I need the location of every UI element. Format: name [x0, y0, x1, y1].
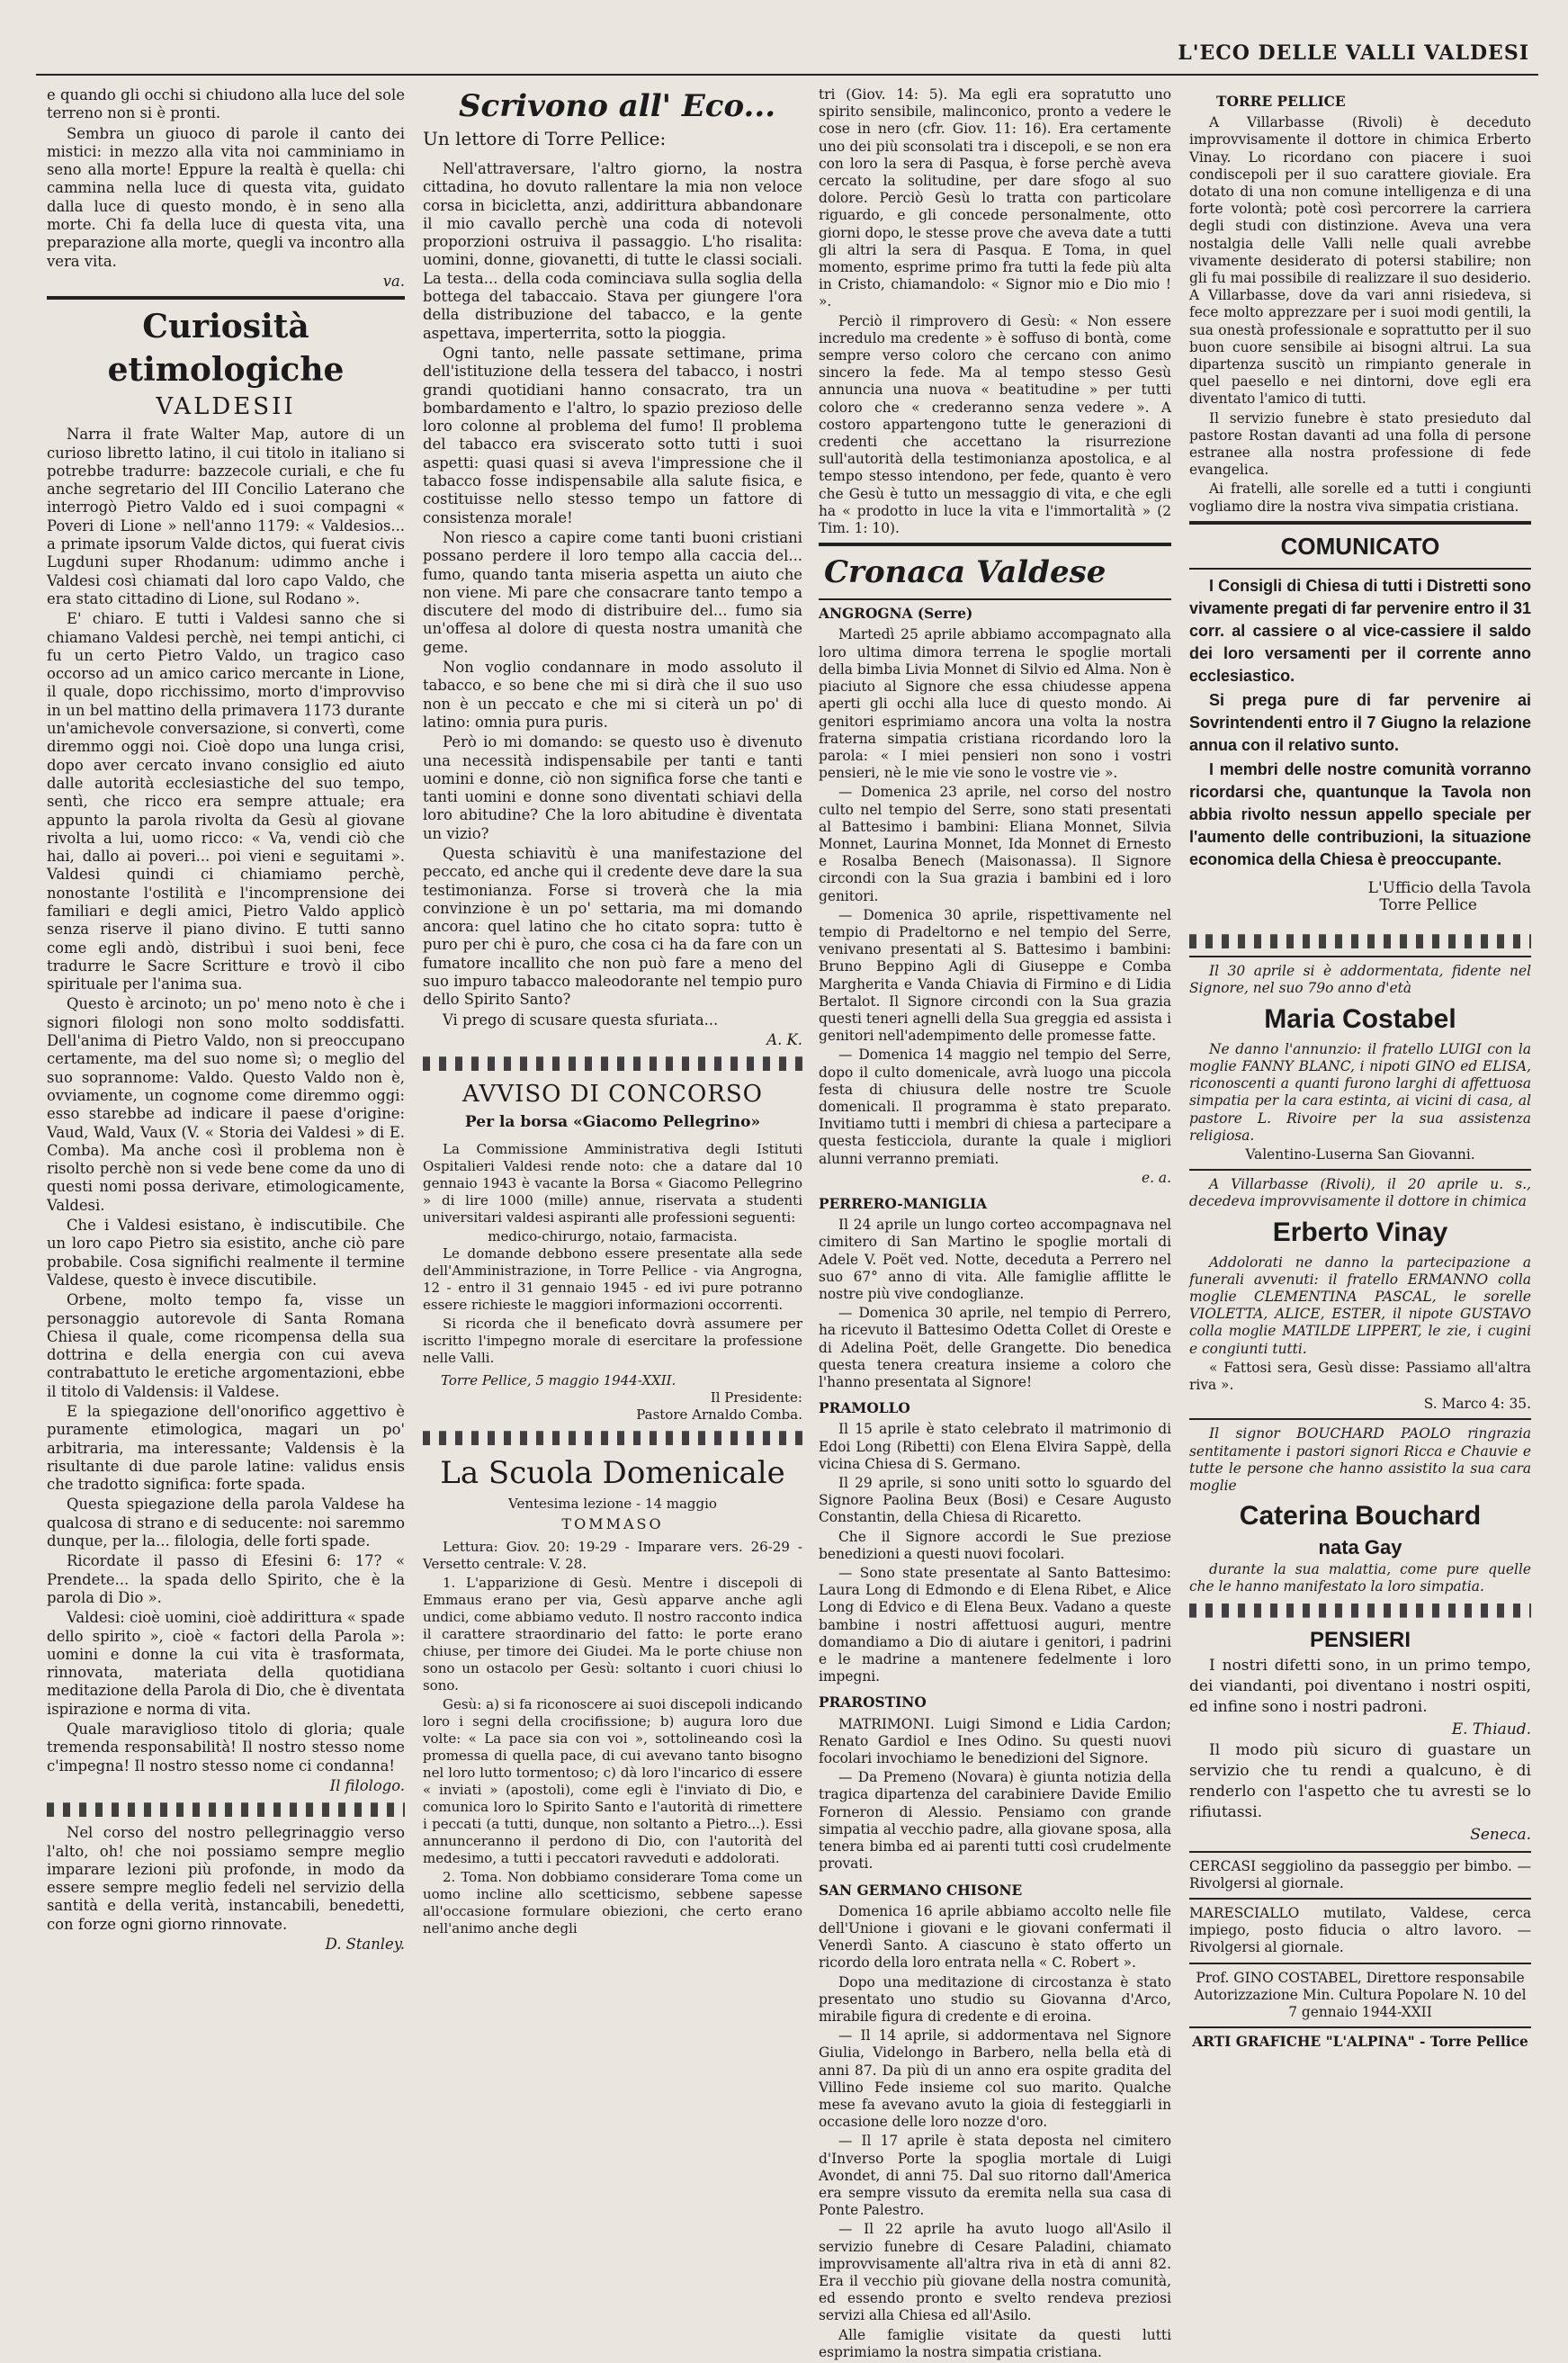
ornament-divider	[47, 1802, 405, 1817]
closing-signature: D. Stanley.	[325, 1936, 405, 1954]
section-para: — Il 22 aprile ha avuto luogo all'Asilo il servizio funebre di Cesare Paladini, chiamato improvvisamente all'altra riva in età di anni 82. Era il vecchio più giovane della nostra comunità, ed essendo pronto e svelto rendeva preziosi servizi alla Chiesa ed all'Asilo.	[819, 2221, 1171, 2324]
bouchard-body: durante la sua malattia, come pure quelle che le hanno manifestato la loro simpatia.	[1189, 1561, 1531, 1595]
letter-para: Non voglio condannare in modo assoluto il tabacco, e so bene che mi si dirà che il suo uso non è un peccato e che mi si citerà un po' di latino: omnia pura puris.	[423, 659, 802, 731]
concorso-subtitle: Per la borsa «Giacomo Pellegrino»	[464, 1113, 761, 1132]
concorso-para: Le domande debbono essere presentate alla sede dell'Amministrazione, in Torre Pellice - via Angrogna, 12 - entro il 31 gennaio 1945 - ed ivi pure potranno essere richieste le maggiori informazioni occorrenti.	[423, 1245, 802, 1314]
divider	[1189, 568, 1531, 570]
section-para: — Domenica 23 aprile, nel corso del nostro culto nel tempio del Serre, sono stati presentati al Battesimo i bambini: Eliana Monnet, Silvia Monnet, Laurina Monnet, Ida Monnet di Ernesto e Rosalba Benech (Maisonassa). Il Signore circondi con la Sua grazia i bambini ed i loro genitori.	[819, 784, 1171, 904]
concorso-body	[423, 1141, 802, 1424]
comunicato-place: Torre Pellice	[1379, 896, 1477, 915]
scuola-name: TOMMASO	[561, 1515, 664, 1533]
divider	[1189, 521, 1531, 525]
article-para: Quale maraviglioso titolo di gloria; quale tremenda responsabilità! Il nostro stesso nome c'impegna! Il nostro stesso nome ci condanna!	[47, 1721, 405, 1774]
bouchard-name: Caterina Bouchard	[1239, 1501, 1482, 1532]
comunicato-para: I membri delle nostre comunità vorranno ricordarsi che, quantunque la Tavola non abbia rivolto nessun appello speciale per l'aumento delle contribuzioni, la situazione economica della Chiesa è preoccupante.	[1189, 759, 1531, 868]
ornament-divider	[423, 1431, 802, 1445]
section-para: Il 24 aprile un lungo corteo accompagnava nel cimitero di San Martino le spoglie mortali di Adele V. Poët ved. Notte, deceduta a Perrero nel suo 67° anno di vita. Alle famiglie afflitte le nostre più vive condoglianze.	[819, 1217, 1171, 1302]
concorso-president: Pastore Arnaldo Comba.	[636, 1406, 802, 1424]
column-2	[423, 86, 802, 1939]
concorso-president-label: Il Presidente:	[710, 1389, 802, 1406]
torre-para: A Villarbasse (Rivoli) è deceduto improvvisamente il dottore in chimica Erberto Vinay. Lo ricordano con piacere i suoi condiscepoli per il suo carattere gioviale. Era dotato di una non comune intelligenza e di una forte volontà; potè così percorrere la carriera degli studi con distinzione. Aveva una vera nostalgia delle Valli nelle quali avrebbe vivamente desiderato di potersi stabilire; non gli fu mai possibile di realizzare il suo desiderio. A Villarbasse, dove da vari anni risiedeva, si fece molto apprezzare per i suoi modi gentili, la sua onestà professionale e soprattutto per il suo buon cuore sensibile ai bisogni altrui. La sua dipartenza suscitò un rimpianto generale in quel paesello e nei dintorni, dove egli era diventato l'amico di tutti.	[1189, 114, 1531, 408]
article-para: E la spiegazione dell'onorifico aggettivo è puramente etimologica, magari un po' arbitraria, ma interessante; Valdensis è la risultante di due parole latine: validus ensis che tradotto significa: forte spada.	[47, 1403, 405, 1494]
closing-para: Nel corso del nostro pellegrinaggio verso l'alto, oh! che noi possiamo sempre meglio imparare lezioni più profonde, in modo da essere sempre meglio fedeli nel servizio della santità e della verità, instancabili, benedetti, con forze ogni giorno rinnovate.	[47, 1824, 405, 1933]
section-place: ANGROGNA (Serre)	[819, 606, 973, 623]
column-1	[47, 86, 405, 1954]
newspaper-header: L'ECO DELLE VALLI VALDESI	[1178, 41, 1529, 65]
pensieri-signature: E. Thiaud.	[1451, 1720, 1531, 1739]
pensieri-signature: Seneca.	[1470, 1825, 1531, 1844]
article-para: Narra il frate Walter Map, autore di un curioso libretto latino, il cui titolo in italiano si potrebbe tradurre: bazzecole curiali, e che fu anche segretario del III Concilio Laterano che interrogò Pietro Valdo ed i suoi compagni « Poveri di Lione » nell'anno 1179: « Valdesios... a primate ipsorum Valde dictos, qui fuerat civis Lugduni super Rhodanum: udimmo anche i Valdesi così chiamati dal loro capo Valdo, che era stato cittadino di Lione, sul Rodano ».	[47, 426, 405, 607]
divider	[1189, 2026, 1531, 2028]
divider	[1189, 1963, 1531, 1964]
section-para: MATRIMONI. Luigi Simond e Lidia Cardon; Renato Gardiol e Ines Odino. Su questi nuovi focolari invochiamo le benedizioni del Signore.	[819, 1715, 1171, 1767]
comunicato-title: COMUNICATO	[1280, 532, 1440, 560]
section-place: SAN GERMANO CHISONE	[819, 1882, 1023, 1899]
section-para: Il 29 aprile, si sono uniti sotto lo sguardo del Signore Paolina Beux (Bosi) e Cesare Augusto Constantin, della Chiesa di Ricaretto.	[819, 1475, 1171, 1526]
letter-signature: A. K.	[766, 1030, 802, 1048]
letters-subtitle: Un lettore di Torre Pellice:	[423, 128, 667, 149]
section-para: — Sono state presentate al Santo Battesimo: Laura Long di Edmondo e di Elena Ribet, e Alice Long di Edvico e di Elena Beux. Vadano a queste bambine i nostri affettuosi auguri, mentre domandiamo a Dio di aiutare i genitori, i padrini e le madrine a mantenere fedelmente i loro impegni.	[819, 1565, 1171, 1685]
concorso-date: Torre Pellice, 5 maggio 1944-XXII.	[441, 1372, 676, 1389]
pensieri-para: Il modo più sicuro di guastare un servizio che tu rendi a qualcuno, è di renderlo con l'aspetto che tu avresti se lo rifiutassi.	[1189, 1740, 1531, 1821]
column-3	[819, 86, 1171, 2363]
scuola-para: Gesù: a) si fa riconoscere ai suoi discepoli indicando loro i segni della crocifissione; b) augura loro due volte: « La pace sia con voi », sottolineando così la promessa di quella pace, di cui avevano tanto bisogno nel loro lutto tormentoso; c) dà loro l'incarico di essere « inviati » (apostoli), come egli è l'inviato di Dio, e comunica loro lo Spirito Santo e l'autorità di rimettere i peccati (a tutti, dunque, non soltanto a Pietro...). Essi annunceranno il perdono di Dio, con l'autorità del medesimo, a tutti i peccatori ravveduti e addolorati.	[423, 1696, 802, 1867]
vinay-quote: « Fattosi sera, Gesù disse: Passiamo all'altra riva ».	[1189, 1359, 1531, 1393]
divider	[1189, 1169, 1531, 1171]
comunicato-signature: L'Ufficio della Tavola	[1367, 878, 1531, 897]
vinay-name: Erberto Vinay	[1272, 1217, 1448, 1247]
scuola-body	[423, 1539, 802, 1937]
section-para: Il 15 aprile è stato celebrato il matrimonio di Edoi Long (Ribetti) con Elena Elvira Sappè, della vicina Chiesa di S. Germano.	[819, 1421, 1171, 1472]
column-4	[1189, 86, 1531, 2051]
letter-para: Vi prego di scusare questa sfuriata...	[443, 1011, 719, 1029]
vinay-intro: A Villarbasse (Rivoli), il 20 aprile u. s., decedeva improvvisamente il dottore in chimica	[1189, 1176, 1531, 1210]
section-para: — Da Premeno (Novara) è giunta notizia della tragica dipartenza del carabiniere Davide Emilio Forneron di Alessio. Pensiamo con grande simpatia al vecchio padre, alla giovane sposa, alla tenera bimba ed ai parenti tutti così crudelmente provati.	[819, 1769, 1171, 1873]
scuola-continued-para: Perciò il rimprovero di Gesù: « Non essere incredulo ma credente » è soffuso di bontà, come sempre verso coloro che cercano con animo sincero la fede. Ma al tempo stesso Gesù annuncia una nuova « beatitudine » per tutti coloro che « crederanno senza vedere ». A costoro appartengono tutte le generazioni di credenti che accettano la risurrezione sull'autorità della testimonianza apostolica, e al tempo stesso intendono, per fede, quanto è vero che Gesù è tutto un messaggio di vita, e che egli ha « prodotto in luce la vita e l'immortalità » (2 Tim. 1: 10).	[819, 312, 1171, 537]
section-para: — Il 17 aprile è stata deposta nel cimitero d'Inverso Porte la spoglia mortale di Luigi Avondet, di anni 75. Dal suo ritorno dall'America era sempre vissuto da eremita nella sua casa di Ponte Palestro.	[819, 2133, 1171, 2219]
cronaca-section	[819, 1882, 1171, 2361]
divider	[819, 543, 1171, 546]
article-para: Valdesi: cioè uomini, cioè addirittura « spade dello spirito », cioè « factori della Parola »: uomini e donne la cui vita è trasformata, rinnovata, materiata della quotidiana meditazione della Parola di Dio, che è diventata ispirazione e norma di vita.	[47, 1609, 405, 1718]
intro-para: Sembra un giuoco di parole il canto dei mistici: in mezzo alla vita noi camminiamo in seno alla morte! Eppure la realtà è quella: chi cammina nella luce di questa vita, guidato dalla luce di questo mondo, è in seno alla morte. Chi fa della luce di questa vita, una preparazione alla morte, quegli va incontro alla vera vita.	[47, 124, 405, 270]
section-signature: e. a.	[1142, 1169, 1171, 1186]
costabel-name: Maria Costabel	[1264, 1003, 1456, 1034]
torre-para: Ai fratelli, alle sorelle ed a tutti i congiunti vogliamo dire la nostra viva simpatia cristiana.	[1189, 481, 1531, 515]
section-para: — Domenica 30 aprile, nel tempio di Perrero, ha ricevuto il Battesimo Odetta Collet di Oreste e di Adelina Poët, delle Grangette. Dio benedica questa tenera creatura insieme a coloro che l'hanno presentata al Signore!	[819, 1305, 1171, 1391]
comunicato-body	[1189, 575, 1531, 871]
pensieri-title: PENSIERI	[1309, 1627, 1411, 1652]
cronaca-title: Cronaca Valdese	[824, 554, 1107, 591]
concorso-title: AVVISO DI CONCORSO	[462, 1081, 763, 1109]
scuola-lettura: Lettura: Giov. 20: 19-29 - Imparare vers. 26-29 - Versetto centrale: V. 28.	[423, 1539, 802, 1573]
letter-para: Non riesco a capire come tanti buoni cristiani possano perdere il loro tempo alla caccia del... fumo, quando tanta miseria aspetta un aiuto che non viene. Mi pare che consacrare tanto tempo a discutere del modo di distribuire del... fumo sia un'offesa al dolore di questa nostra umanità che geme.	[423, 528, 802, 656]
article-para: Orbene, molto tempo fa, visse un personaggio autorevole di Santa Romana Chiesa il quale, come ricompensa della sua dottrina e della energia con cui aveva contrabattuto le eretiche argomentazioni, ebbe il titolo di Valdensis: il Valdese.	[47, 1291, 405, 1400]
pensieri-para: I nostri difetti sono, in un primo tempo, dei viandanti, poi diventano i nostri ospiti, ed infine sono i nostri padroni.	[1189, 1656, 1531, 1716]
article-para: Questo è arcinoto; un po' meno noto è che i signori filologi non sono molto soddisfatti. Dell'anima di Pietro Valdo, non si preoccupano certamente, ma del suo nome sì; o meglio del suo soprannome: Valdo. Questo Valdo non è, ovviamente, un cognome come diremmo oggi: esso starebbe ad indicare il paese d'origine: Vaud, Wald, Vaux (V. « Storia dei Valdesi » di E. Comba). Ma anche così il problema non è risolto perchè non si vede bene come da uno di questi nomi possa derivare, etimologicamente, Valdesi.	[47, 995, 405, 1214]
letter-para: Però io mi domando: se questo uso è divenuto una necessità indispensabile per tanti e tanti uomini e donne, ciò non significa forse che tanti e tanti uomini e donne sono diventati schiavi della loro abitudine? Che la loro abitudine è diventata un vizio?	[423, 733, 802, 842]
divider	[1189, 956, 1531, 957]
article-para: Questa spiegazione della parola Valdese ha qualcosa di strano e di seducente: noi saremmo dunque, per la... filologia, delle forti spade.	[47, 1496, 405, 1550]
vinay-body: Addolorati ne danno la partecipazione a funerali avvenuti: il fratello ERMANNO colla moglie CLEMENTINA PASCAL, le sorelle VIOLETTA, ALICE, ESTER, il nipote GUSTAVO colla moglie MATILDE LIPPERT, le zie, i cugini e congiunti tutti.	[1189, 1253, 1531, 1357]
section-para: Domenica 16 aprile abbiamo accolto nelle file dell'Unione i giovani e le giovani confermati il Venerdì Santo. A ciascuno è stato offerto un ricordo della loro entrata nella « C. Robert ».	[819, 1902, 1171, 1972]
bouchard-nee: nata Gay	[1318, 1536, 1402, 1559]
costabel-body: Ne danno l'annunzio: il fratello LUIGI con la moglie FANNY BLANC, i nipoti GINO ed ELISA, riconoscenti a quanti furono larghi di affettuosa simpatia per la cara estinta, ai vicini di casa, al pastore L. Rivoire per la sua assistenza religiosa.	[1189, 1040, 1531, 1144]
cronaca-section	[819, 606, 1171, 1187]
cronaca-section	[819, 1694, 1171, 1873]
section-para: Alle famiglie visitate da questi lutti esprimiamo la nostra simpatia cristiana.	[819, 2326, 1171, 2360]
letters-title: Scrivono all' Eco...	[459, 88, 776, 124]
pensieri-body	[1189, 1656, 1531, 1846]
scuola-para: 2. Toma. Non dobbiamo considerare Toma come un uomo incline allo scetticismo, sebbene sapesse all'occasione formulare obiezioni, che certo erano nell'animo anche degli	[423, 1869, 802, 1937]
divider	[1189, 1898, 1531, 1900]
concorso-para: La Commissione Amministrativa degli Istituti Ospitalieri Valdesi rende noto: che a datare dal 10 gennaio 1943 è vacante la Borsa « Giacomo Pellegrino » di lire 1000 (mille) annue, riservata a studenti universitari valdesi aspiranti alle professioni seguenti:	[423, 1141, 802, 1226]
article-signature: Il filologo.	[329, 1776, 405, 1794]
ornament-divider	[1189, 934, 1531, 948]
costabel-intro: Il 30 aprile si è addormentata, fidente nel Signore, nel suo 79o anno d'età	[1189, 963, 1531, 997]
bouchard-thanks: Il signor BOUCHARD PAOLO ringrazia sentitamente i pastori signori Ricca e Chauvie e tutte le persone che hanno assistito la sua cara moglie	[1189, 1425, 1531, 1494]
section-para: — Domenica 14 maggio nel tempio del Serre, dopo il culto domenicale, avrà luogo una piccola festa di chiusura delle nostre tre Scuole domenicali. Il programma è stato preparato. Invitiamo tutti i membri di chiesa a partecipare a questa festicciola, durante la quale i migliori alunni verranno premiati.	[819, 1047, 1171, 1167]
scuola-para: 1. L'apparizione di Gesù. Mentre i discepoli di Emmaus erano per via, Gesù apparve anche agli undici, come abbiamo veduto. Il nostro racconto indica il carattere straordinario del fatto: le porte erano chiuse, per timore dei Giudei. Ma le porte chiuse non sono un ostacolo per Gesù: soltanto i cuori chiusi lo sono.	[423, 1575, 802, 1694]
section-para: Dopo una meditazione di circostanza è stato presentato uno studio su Giovanna d'Arco, mirabile figura di credente e di eroina.	[819, 1973, 1171, 2025]
divider	[819, 598, 1171, 600]
article-para: Che i Valdesi esistano, è indiscutibile. Che un loro capo Pietro sia esistito, anche ciò pare probabile. Cosa significhi realmente il termine Valdese, questo è invece discutibile.	[47, 1217, 405, 1289]
section-place: PERRERO-MANIGLIA	[819, 1195, 988, 1212]
comunicato-para: I Consigli di Chiesa di tutti i Distretti sono vivamente pregati di far pervenire entro il 31 corr. al cassiere o al vice-cassiere il saldo dei loro versamenti per il corrente anno ecclesiastico.	[1189, 576, 1531, 685]
divider	[1189, 1418, 1531, 1420]
divider	[1189, 1851, 1531, 1853]
section-place: PRAROSTINO	[819, 1694, 927, 1712]
ornament-divider	[423, 1056, 802, 1071]
scuola-title: La Scuola Domenicale	[440, 1455, 785, 1492]
concorso-professions: medico-chirurgo, notaio, farmacista.	[488, 1228, 738, 1245]
cronaca-section	[819, 1400, 1171, 1685]
cronaca-section	[819, 1196, 1171, 1391]
section-para: — Domenica 30 aprile, rispettivamente nel tempio di Pradeltorno e nel tempio del Serre, venivano presentati al S. Battesimo i bambini: Bruno Beppino Agli di Giuseppe e Comba Margherita e Vanda Chiavia di Firmino e di Lidia Bertalot. Il Signore circondi con la Sua grazia questi teneri agnelli della Sua greggia ed assista i genitori nell'adempimento delle promesse fatte.	[819, 906, 1171, 1045]
article-subtitle: VALDESII	[156, 393, 296, 421]
concorso-para: Si ricorda che il beneficato dovrà assumere per iscritto l'impegno morale di esercitare la professione nelle Valli.	[423, 1316, 802, 1367]
article-para: E' chiaro. E tutti i Valdesi sanno che si chiamano Valdesi perchè, nei tempi antichi, ci fu un certo Pietro Valdo, un tragico caso occorso ad un amico carico mercante in Lione, il quale, dopo ricchissimo, morto d'improvviso in un bel mattino della primavera 1173 durante un'amichevole conversazione, si convertì, come diremmo oggi noi. Cioè dopo una lunga crisi, dopo aver cercato invano consiglio ed aiuto dalle autorità ecclesiastiche del suo tempo, sentì, che ricco era sempre attuale; era appunto la parola rivolta da Gesù al giovane rivolta a lui, uomo ricco: « Va, vendi ciò che hai, dallo ai poveri... poi vieni e seguitami ». Valdesi quindi ci chiamiamo perchè, nonostante l'ostilità e l'incomprensione dei familiari e degli amici, Pietro Valdo applicò senza riserve il piano divino. E tutti sanno come egli andò, distribuì i suoi beni, fece tradurre le Sacre Scritture e trovò il cibo spirituale per l'anima sua.	[47, 610, 405, 993]
intro-para: e quando gli occhi si chiudono alla luce del sole terreno non si è pronti.	[47, 86, 405, 122]
costabel-place: Valentino-Luserna San Giovanni.	[1245, 1146, 1475, 1163]
article-para: Ricordate il passo di Efesini 6: 17? « Prendete... la spada dello Spirito, che è la parola di Dio ».	[47, 1552, 405, 1606]
footer-printer: ARTI GRAFICHE "L'ALPINA" - Torre Pellice	[1192, 2034, 1528, 2051]
intro-signature: va.	[382, 272, 405, 290]
section-place: PRAMOLLO	[819, 1400, 910, 1417]
scuola-subtitle: Ventesima lezione - 14 maggio	[508, 1496, 717, 1513]
divider	[47, 296, 405, 300]
ornament-divider	[1189, 1604, 1531, 1618]
classified-ad: CERCASI seggiolino da passeggio per bimbo. — Rivolgersi al giornale.	[1189, 1857, 1531, 1891]
vinay-reference: S. Marco 4: 35.	[1423, 1396, 1531, 1413]
comunicato-para: Si prega pure di far pervenire ai Sovrintendenti entro il 7 Giugno la relazione annua con il relativo sunto.	[1189, 690, 1531, 754]
footer-authorization: Autorizzazione Min. Cultura Popolare N. 10 del 7 gennaio 1944-XXII	[1194, 1986, 1527, 2020]
letter-para: Nell'attraversare, l'altro giorno, la nostra cittadina, ho dovuto rallentare la mia non veloce corsa in bicicletta, anzi, addirittura abbandonare il mio cavallo perchè una coda di notevoli proporzioni ostruiva il passaggio. L'ho risalita: uomini, donne, giovanetti, di tutte le classi sociali. La testa... della coda cominciava sulla soglia della bottega del tabaccaio. Stava per giungere l'ora della distribuzione del tabacco, e la gente aspettava, imperterrita, sotto la pioggia.	[423, 160, 802, 342]
torre-para: Il servizio funebre è stato presieduto dal pastore Rostan davanti ad una folla di persone estranee alla nostra professione di fede evangelica.	[1189, 409, 1531, 479]
letter-para: Ogni tanto, nelle passate settimane, prima dell'istituzione della tessera del tabacco, i nostri grandi quotidiani hanno consacrato, tra un bombardamento e l'altro, lo spazio prezioso delle loro colonne al problema del fumo! Il problema del tabacco era sviscerato sotto tutti i suoi aspetti: quasi quasi si aveva l'impressione che il tabacco fosse indispensabile alla salute fisica, e costituisse nello stesso tempo un fattore di consistenza morale!	[423, 344, 802, 526]
section-para: Martedì 25 aprile abbiamo accompagnato alla loro ultima dimora terrena le spoglie mortali della bimba Livia Monnet di Silvio ed Alma. Non è piaciuto al Signore che essa chiudesse appena aperti gli occhi alla luce di questo mondo. Ai genitori esprimiamo ancora una volta la nostra fraterna simpatia cristiana ricordando loro la parola: « I miei pensieri non sono i vostri pensieri, nè le mie vie sono le vostre vie ».	[819, 626, 1171, 782]
section-para: Che il Signore accordi le Sue preziose benedizioni a questi nuovi focolari.	[819, 1528, 1171, 1562]
letter-para: Questa schiavitù è una manifestazione del peccato, ed anche qui il credente deve dare la sua testimonianza. Forse si troverà che la mia convinzione è un po' settaria, ma mi domando ancora: quel latino che ho citato sopra: tutto è puro per chi è puro, che cosa ci ha da fare con un fumatore incallito che non può fare a meno del suo impuro tabacco maleodorante nel tempio puro dello Spirito Santo?	[423, 844, 802, 1009]
torre-place: TORRE PELLICE	[1216, 94, 1346, 110]
scuola-continued-para: tri (Giov. 14: 5). Ma egli era sopratutto uno spirito sensibile, malinconico, pronto a vedere le cose in nero (cfr. Giov. 11: 16). Era certamente uno dei più sconsolati tra i discepoli, e se non era con loro la sera di Pasqua, è forse perchè aveva cercato la solitudine, per dare sfogo al suo dolore. Perciò Gesù lo tratta con particolare riguardo, e gli concede personalmente, otto giorni dopo, le stesse prove che aveva date a tutti gli altri la sera di Pasqua. E Toma, in quel momento, esprime primo fra tutti la fede più alta in Cristo, chiamandolo: « Signor mio e Dio mio ! ».	[819, 86, 1171, 310]
section-para: — Il 14 aprile, si addormentava nel Signore Giulia, Videlongo in Barbero, nella bella età di anni 87. Da più di un anno era ospite gradita del Villino Fede insieme col suo marito. Qualche mese fa avevano avuto la gioia di festeggiarli in occasione delle loro nozze d'oro.	[819, 2027, 1171, 2131]
classified-ad: MARESCIALLO mutilato, Valdese, cerca impiego, posto fiducia o altro lavoro. — Rivolgersi al giornale.	[1189, 1904, 1531, 1956]
footer-director: Prof. GINO COSTABEL, Direttore responsabile	[1196, 1969, 1525, 1986]
article-title: Curiosità etimologiche	[107, 308, 345, 390]
header-rule	[36, 74, 1538, 76]
